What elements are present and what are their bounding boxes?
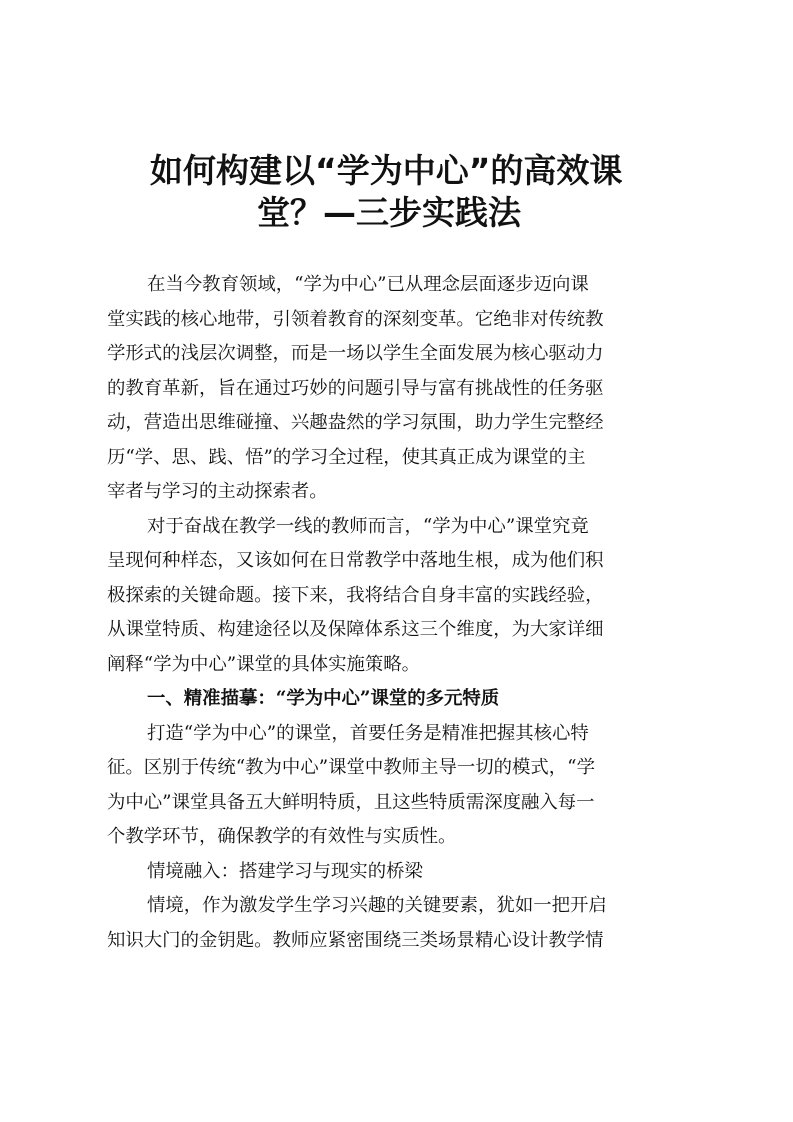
text-line: 为中心”课堂具备五大鲜明特质，且这些特质需深度融入每一 [107,791,595,813]
text-line: 动，营造出思维碰撞、兴趣盎然的学习氛围，助力学生完整经 [107,412,604,433]
text-line: 历“学、思、践、悟”的学习全过程，使其真正成为课堂的主 [107,446,586,468]
paragraph-features [107,717,687,855]
section-heading-1: 一、精准描摹：“学为中心”课堂的多元特质 [147,688,500,709]
text-line: 在当今教育领域，“学为中心”已从理念层面逐步迈向课 [147,274,589,295]
paragraph-context [107,889,687,958]
document-body [107,268,687,958]
subheading-context: 情境融入：搭建学习与现实的桥梁 [147,860,423,882]
title-line-1: 如何构建以“学为中心”的高效课 [150,151,623,190]
text-line: 打造“学为中心”的课堂，首要任务是精准把握其核心特 [147,722,589,744]
text-line: 对于奋战在教学一线的教师而言，“学为中心”课堂究竟 [147,515,589,537]
paragraph-teachers [107,510,687,683]
document-title [150,150,710,234]
title-line-2: 堂？—三步实践法 [257,193,521,232]
text-line: 极探索的关键命题。接下来，我将结合自身丰富的实践经验， [107,584,604,606]
text-line: 宰者与学习的主动探索者。 [107,481,328,502]
text-line: 阐释“学为中心”课堂的具体实施策略。 [107,653,421,675]
text-line: 情境，作为激发学生学习兴趣的关键要素，犹如一把开启 [147,895,607,916]
text-line: 学形式的浅层次调整，而是一场以学生全面发展为核心驱动力 [107,343,604,364]
text-line: 堂实践的核心地带，引领着教育的深刻变革。它绝非对传统教 [107,308,604,330]
text-line: 从课堂特质、构建途径以及保障体系这三个维度，为大家详细 [107,619,604,640]
text-line: 知识大门的金钥匙。教师应紧密围绕三类场景精心设计教学情 [107,929,604,951]
text-line: 个教学环节，确保教学的有效性与实质性。 [107,826,457,847]
text-line: 的教育革新，旨在通过巧妙的问题引导与富有挑战性的任务驱 [107,377,604,399]
paragraph-intro [107,268,687,510]
text-line: 征。区别于传统“教为中心”课堂中教师主导一切的模式，“学 [107,757,595,778]
text-line: 呈现何种样态，又该如何在日常教学中落地生根，成为他们积 [107,550,604,571]
